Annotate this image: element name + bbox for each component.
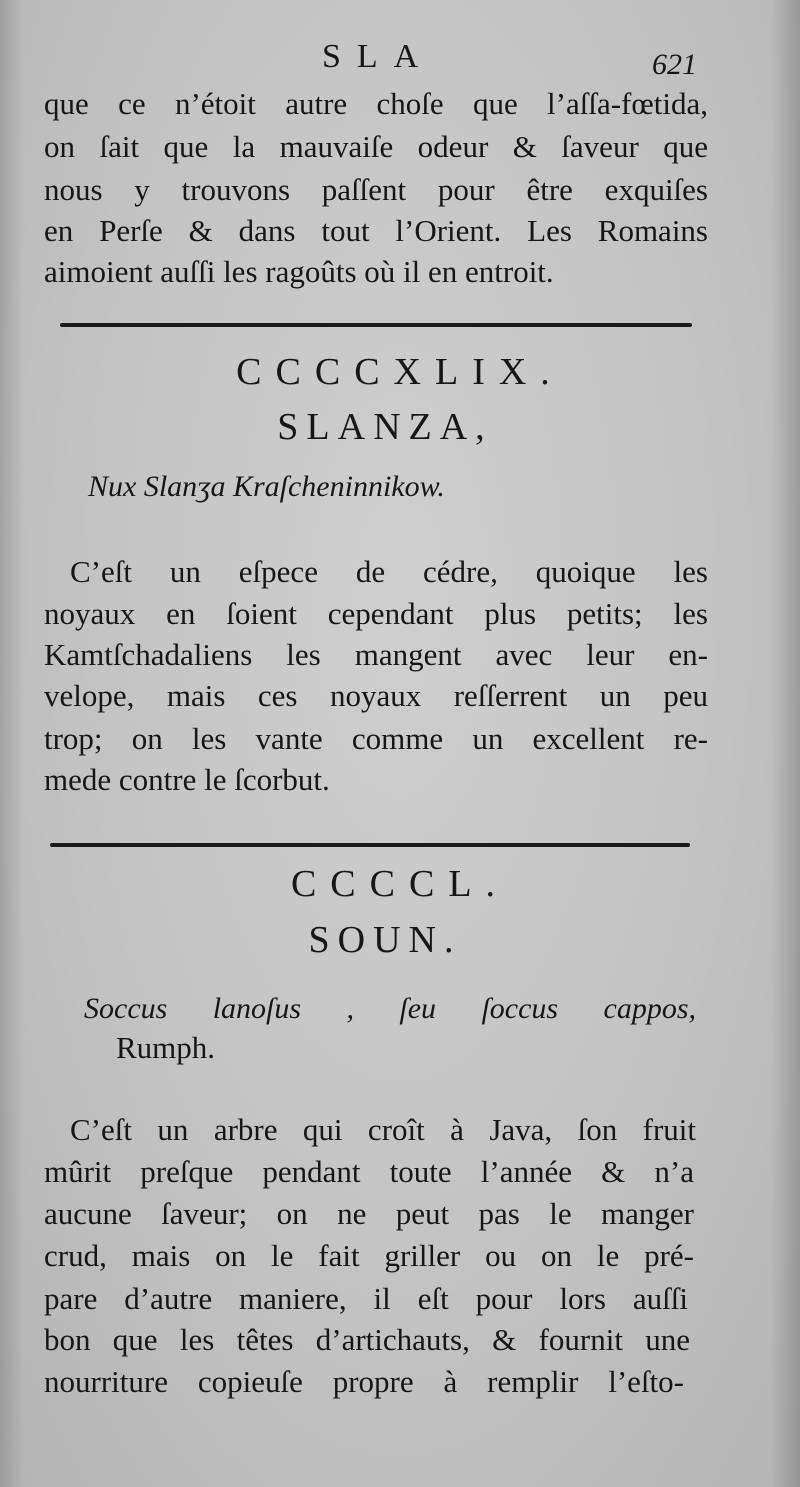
entry-text-line: pare d’autre maniere, il eſt pour lors auſſi (44, 1281, 688, 1316)
gutter-shadow (0, 0, 24, 1487)
running-title: SLA (322, 38, 435, 75)
entry-text-line: trop; on les vante comme un excellent re- (44, 721, 708, 756)
entry-text-line: noyaux en ſoient cependant plus petits; les (44, 596, 708, 631)
entry-text-line: aucune ſaveur; on ne peut pas le manger (44, 1196, 694, 1231)
continuation-line: aimoient auſſi les ragoûts où il en entroit. (44, 254, 554, 289)
continuation-line: en Perſe & dans tout l’Orient. Les Romains (44, 213, 708, 248)
entry-text-line: nourriture copieuſe propre à remplir l’eſto- (44, 1364, 684, 1399)
page-edge-shadow (770, 0, 800, 1487)
page-number: 621 (652, 48, 697, 81)
continuation-line: nous y trouvons paſſent pour être exquiſes (44, 172, 708, 207)
latin-author: Rumph. (116, 1030, 216, 1065)
section-divider (60, 323, 692, 327)
entry-text-line: velope, mais ces noyaux reſſerrent un peu (44, 678, 708, 713)
entry-text-line: bon que les têtes d’artichauts, & fournit une (44, 1322, 690, 1357)
section-divider (50, 843, 690, 847)
entry-text-line: mûrit preſque pendant toute l’année & n’a (44, 1154, 694, 1189)
latin-name: Soccus lanoſus , ſeu ſoccus cappos, (84, 992, 696, 1025)
entry-text-line: C’eſt un eſpece de cédre, quoique les (70, 554, 708, 589)
entry-numeral: CCCCXLIX. (236, 351, 564, 393)
entry-name: SOUN. (308, 919, 462, 961)
entry-text-line: Kamtſchadaliens les mangent avec leur en- (44, 637, 708, 672)
entry-text-line: crud, mais on le fait griller ou on le pré- (44, 1238, 694, 1273)
latin-name: Nux Slanʒa Kraſcheninnikow. (88, 470, 445, 503)
entry-text-line: C’eſt un arbre qui croît à Java, ſon fruit (70, 1112, 696, 1147)
entry-text-line: mede contre le ſcorbut. (44, 762, 330, 797)
continuation-line: on ſait que la mauvaiſe odeur & ſaveur que (44, 129, 708, 164)
continuation-line: que ce n’étoit autre choſe que l’aſſa-fœtida, (44, 86, 708, 121)
entry-numeral: CCCCL. (290, 863, 510, 905)
entry-name: SLANZA, (277, 406, 493, 448)
